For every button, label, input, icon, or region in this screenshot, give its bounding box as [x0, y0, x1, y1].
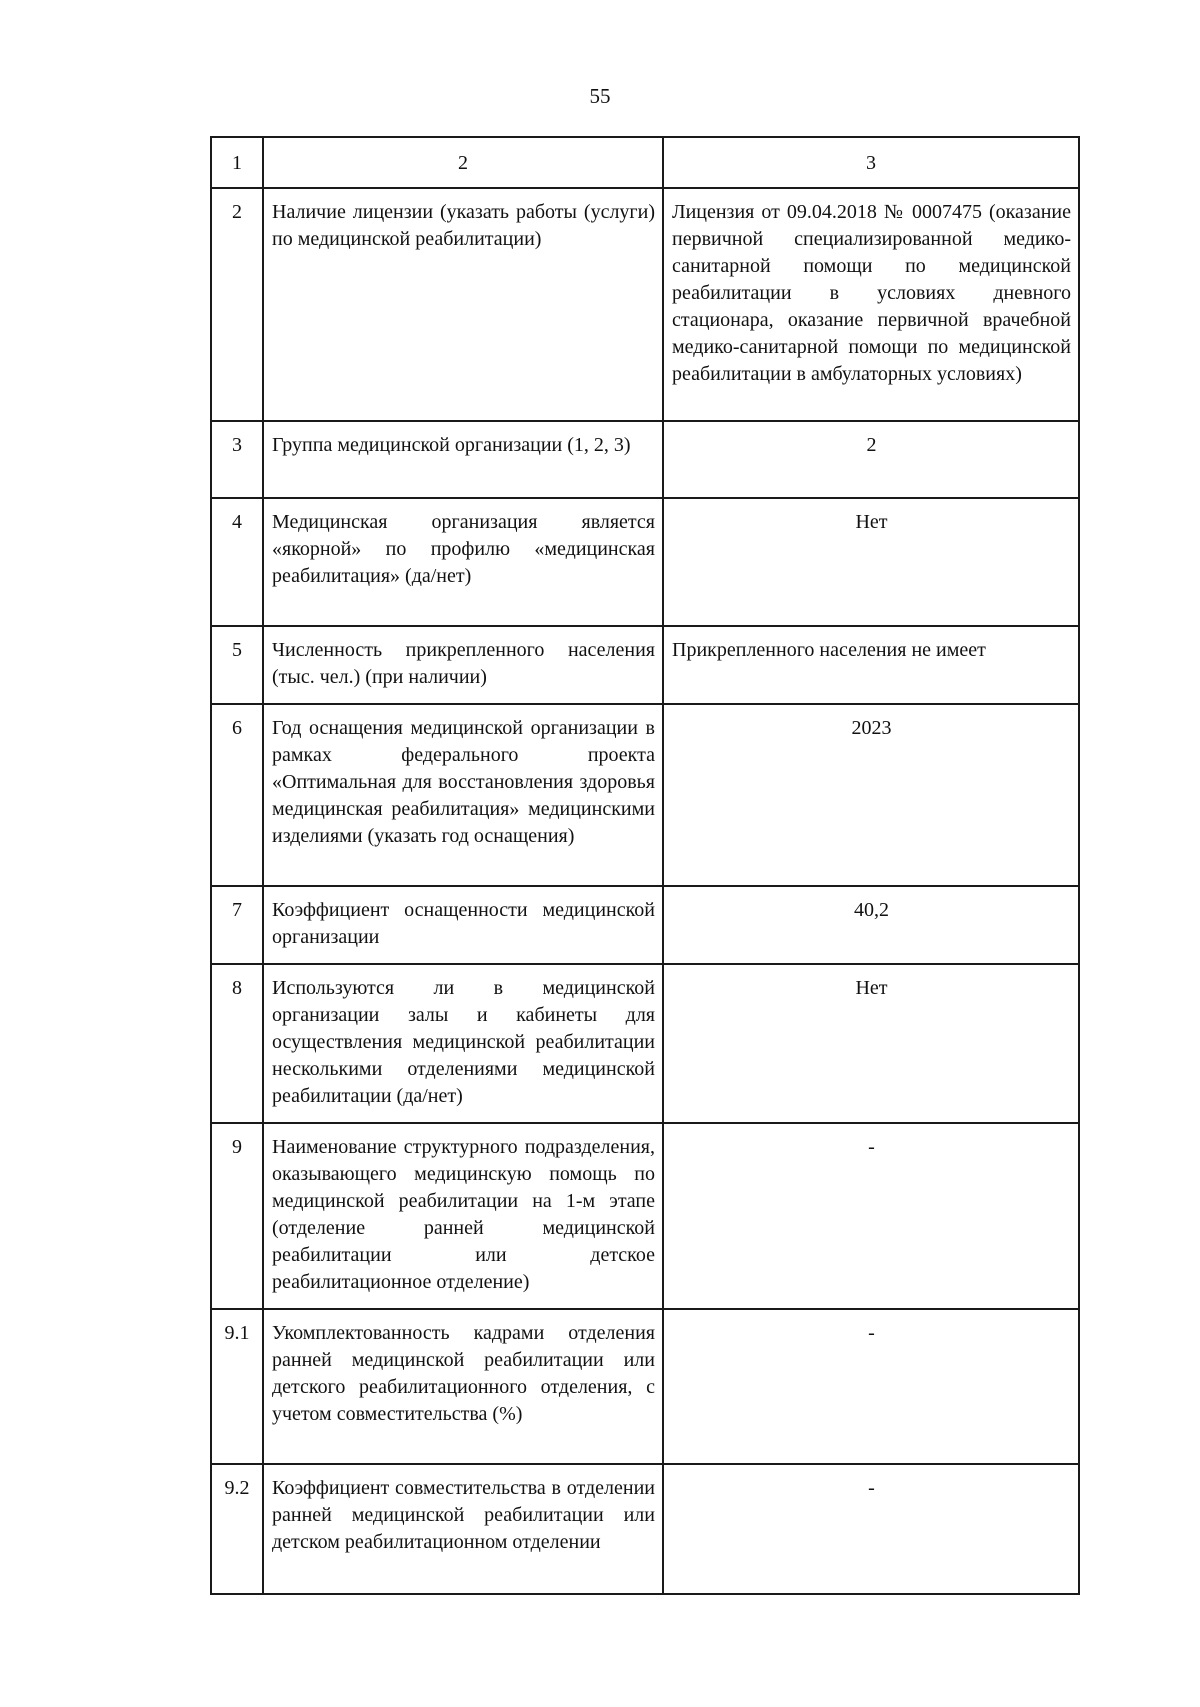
row-label: Коэффициент оснащенности медицинской организации — [263, 886, 663, 964]
row-value: Прикрепленного населения не имеет — [663, 626, 1079, 704]
row-value: Лицензия от 09.04.2018 № 0007475 (оказание первичной специализированной медико-санитарной помощи по медицинской реабилитации в условиях дневного стационара, оказание первичной врачебной медико-санитарной помощи по медицинской реабилитации в амбулаторных условиях) — [663, 188, 1079, 421]
table-header-row — [211, 137, 1079, 188]
row-number: 9.1 — [211, 1309, 263, 1464]
table-row — [211, 886, 1079, 964]
row-value: 2 — [663, 421, 1079, 498]
row-value: Нет — [663, 964, 1079, 1123]
row-value: - — [663, 1464, 1079, 1594]
table-row — [211, 421, 1079, 498]
page-number: 55 — [589, 84, 611, 108]
row-value: 40,2 — [663, 886, 1079, 964]
row-label: Год оснащения медицинской организации в рамках федерального проекта «Оптимальная для восстановления здоровья медицинская реабилитация» медицинскими изделиями (указать год оснащения) — [263, 704, 663, 886]
column-header-2: 2 — [263, 137, 663, 188]
row-label: Коэффициент совместительства в отделении ранней медицинской реабилитации или детском реабилитационном отделении — [263, 1464, 663, 1594]
row-label: Используются ли в медицинской организации залы и кабинеты для осуществления медицинской реабилитации несколькими отделениями медицинской реабилитации (да/нет) — [263, 964, 663, 1123]
row-number: 8 — [211, 964, 263, 1123]
table-row — [211, 1123, 1079, 1309]
data-table — [210, 136, 1080, 1595]
table-row — [211, 1464, 1079, 1594]
row-label: Численность прикрепленного населения (тыс. чел.) (при наличии) — [263, 626, 663, 704]
column-header-3: 3 — [663, 137, 1079, 188]
row-label: Наименование структурного подразделения, оказывающего медицинскую помощь по медицинской реабилитации на 1-м этапе (отделение ранней медицинской реабилитации или детское реабилитационное отделение) — [263, 1123, 663, 1309]
table-row — [211, 188, 1079, 421]
row-number: 9.2 — [211, 1464, 263, 1594]
row-value: - — [663, 1309, 1079, 1464]
row-number: 2 — [211, 188, 263, 421]
column-header-1: 1 — [211, 137, 263, 188]
row-number: 3 — [211, 421, 263, 498]
row-label: Укомплектованность кадрами отделения ранней медицинской реабилитации или детского реабилитационного отделения, с учетом совместительства (%) — [263, 1309, 663, 1464]
table-row — [211, 704, 1079, 886]
row-label: Медицинская организация является «якорной» по профилю «медицинская реабилитация» (да/нет) — [263, 498, 663, 626]
row-number: 5 — [211, 626, 263, 704]
row-value: Нет — [663, 498, 1079, 626]
row-value: - — [663, 1123, 1079, 1309]
table-row — [211, 1309, 1079, 1464]
row-label: Наличие лицензии (указать работы (услуги) по медицинской реабилитации) — [263, 188, 663, 421]
row-number: 7 — [211, 886, 263, 964]
row-label: Группа медицинской организации (1, 2, 3) — [263, 421, 663, 498]
row-number: 6 — [211, 704, 263, 886]
table-row — [211, 498, 1079, 626]
row-number: 9 — [211, 1123, 263, 1309]
table-row — [211, 626, 1079, 704]
row-number: 4 — [211, 498, 263, 626]
table-row — [211, 964, 1079, 1123]
row-value: 2023 — [663, 704, 1079, 886]
